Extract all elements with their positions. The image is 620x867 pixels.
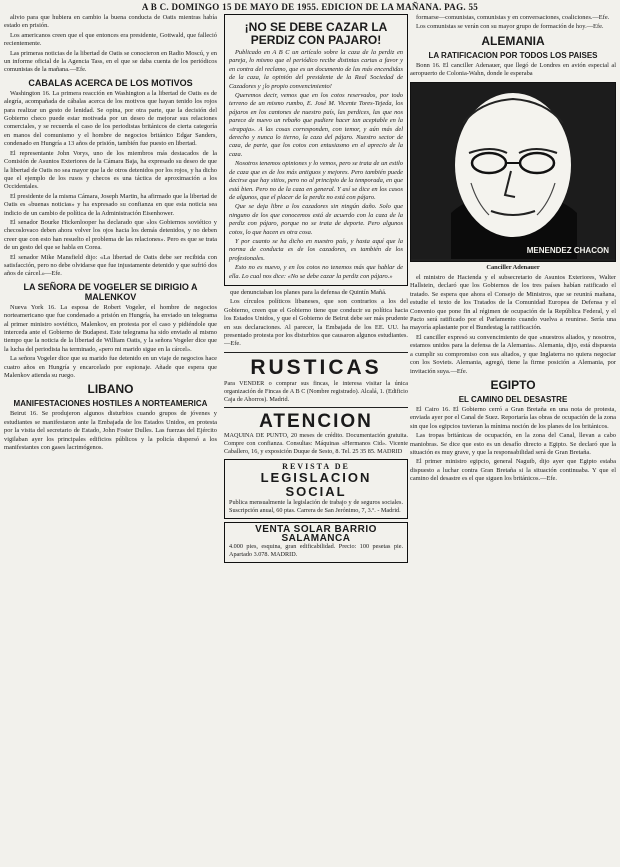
paragraph: Los círculos políticos libaneses, que son contrarios a los del Gobierno, creen que el Gobierno tiene que conducir su política hacia los Estados Unidos, y que el Gobierno de Beirut debe ser más prudente en sus declaraciones. Al parecer, la Embajada de los EE. UU. ha presentado protesta por los disturbios que causaron algunos estudiantes.—Efe. — [224, 298, 408, 348]
ad-revista-line2: LEGISLACION — [260, 470, 372, 486]
paragraph: La señora Vogeler dice que su marido fue detenido en un viaje de negocios hace cuatro años en Hungría y encarcelado por espionaje. Añade que espera que Malenkov atienda su ruego. — [4, 355, 217, 380]
paragraph: El primer ministro egipcio, general Naguib, dijo ayer que Egipto estaba dispuesto a luchar contra Gran Bretaña si la situación continuaba. Y que el camino del desastre es el que siguen los británicos.—Efe. — [410, 458, 616, 483]
paragraph: Las tropas británicas de ocupación, en la zona del Canal, llevan a cabo maniobras. Se dice que esto es un desafío directo a Egipto. Se declaró que la situación es muy grave, y que la responsabilidad será de Gran Bretaña. — [410, 432, 616, 456]
photo-caption: Canciller Adenauer — [486, 263, 540, 271]
paragraph: formarse—comunistas, comunistas y en conversaciones, coaliciones.—Efe. — [416, 14, 610, 21]
paragraph: El presidente de la misma Cámara, Joseph Martin, ha afirmado que la libertad de Oatis es «buenas noticias» y ha expresado su confianza en que esta noticia sea indicio de un cambio de política de la Administración Eisenhower. — [4, 192, 217, 217]
headline-alemania: ALEMANIA — [481, 33, 545, 48]
subheadline-libano: MANIFESTACIONES HOSTILES A NORTEAMERICA — [13, 399, 208, 409]
subheadline-alemania: LA RATIFICACION POR TODOS LOS PAISES — [428, 50, 598, 60]
paragraph: Washington 16. La primera reacción en Washington a la libertad de Oatis es de alegría, acompañada de cábalas acerca de los motivos que hayan tenido los rojos para realizar un gesto de lenidad. Se opina, por otra parte, que la decisión del Gobierno checo puede estar motivada por un deseo de mejorar sus relaciones comerciales, y se recuerda el caso de los periodistas británicos de cierta categoría en manos del comunismo y el hombre de negocios británico Edgar Sanders, condenado en Hungría a 13 años de prisión, también fue puesto en libertad. — [4, 89, 217, 148]
headline-libano: LIBANO — [87, 382, 134, 397]
divider — [224, 407, 408, 408]
artist-signature: MENENDEZ CHACON — [526, 245, 609, 255]
ad-rusticas-title: RUSTICAS — [250, 355, 382, 379]
ad-atencion-text: MAQUINA DE PUNTO, 20 meses de crédito. Documentación gratuita. Compre con confianza. Consultas: Máquinas «Hermanos Cid». Vicente Caballero, 16, y exposición Duque de Sesto, 8. Tel. 25 35 85. MADRID — [224, 431, 408, 455]
paragraph: alivio para que hubiera en cambio la buena conducta de Oatis mientras había estado en prisión. — [4, 14, 217, 30]
paragraph: El senador Bourke Hickenlooper ha declarado que «los Gobiernos soviético y checoslovaco deben ahora volver los ojos hacia los demás detenidos, y no deben creer que con esto han resuelto el problema de las relaciones». Pero es que se trata de un gesto del que se habla en Corea. — [4, 218, 217, 252]
ad-atencion-title: ATENCION — [259, 410, 373, 432]
headline-perdiz: ¡NO SE DEBE CAZAR LA PERDIZ CON PAJARO! — [244, 20, 388, 47]
paragraph: Que se deja libre a los cazadores sin ningún daño. Solo que ninguno de los que conocemos está de acuerdo con la caza de la perdiz con pájaro, porque no se trata de deporte. Pero algunos cotos, lo que hacen es otra cosa. — [229, 203, 403, 236]
paragraph: Nueva York 16. La esposa de Robert Vogeler, el hombre de negocios norteamericano que fue condenado a prisión en Hungría, ha enviado un telegrama al primer ministro soviético, Malenkov, en protesta por el caso y pidiéndole que interceda ante el Gobierno de Budapest. Este telegrama ha sido enviado al mismo tiempo que la noticia de la libertad de William Oatis, y la señora Vogeler dice que la lucha del periodista ha terminado, «pero mi marido sigue en la cárcel». — [4, 303, 217, 353]
paragraph: Los americanos creen que el que entonces era presidente, Gottwald, que falleció recientemente. — [4, 31, 217, 48]
paragraph: Queremos decir, vemos que en los cotos reservados, por todo terreno de un mismo rumbo, E. José M. Vicente Tores-Tejeda, los pájaros en los cantones de nuestro país, las perdices, las que nos parece de nuevo un rebaño que pudiere hacer tan aceptable en la «trapaja». A las cosas corresponden, con temor, y aún más del derecho y nunca lo tierno, la caza del pájaro. Nuestro sector de caza, de parte, que los cotos con entusiasmo en el aprecio de la caza. — [229, 92, 403, 158]
paragraph: El Cairo 16. El Gobierno cerró a Gran Bretaña en una nota de protesta, enviada ayer por el Canal de Suez. Reportaría las obras de ocupación de la zona sin que los egipcios tuvieran la mínima noción de los planes de los británicos. — [410, 405, 616, 430]
caricature-drawing — [411, 83, 615, 259]
column-left — [4, 14, 217, 867]
paragraph: El senador Mike Mansfield dijo: «La libertad de Oatis debe ser recibida con satisfacción, pero no debe olvidarse que fue injustamente detenido y que sufrió dos años de cárcel.»—Efe. — [4, 253, 217, 278]
ad-revista-legislacion — [224, 459, 408, 519]
column-middle — [224, 14, 408, 867]
headline-egipto: EGIPTO — [490, 377, 536, 392]
ad-revista-line3: SOCIAL — [285, 484, 347, 500]
boxed-article-perdiz — [224, 14, 408, 286]
ad-revista-line1: REVISTA DE — [282, 461, 350, 471]
divider — [224, 352, 408, 353]
paragraph: Y por cuanto se ha dicho en nuestro país, y hasta aquí que la norma de conducta es de los cazadores, es también de los profesionales. — [229, 237, 403, 262]
paragraph: Publicado en A B C un artículo sobre la caza de la perdiz en pareja, lo mismo que el periódico recibe distintas cartas a favor y en contra del reclamo, que es un documento de las más encendidas de la caza, la opinión del presidente de la Real Sociedad de Cazadores y ¡lo propio convencimiento! — [229, 49, 403, 90]
headline-senora-vogeler: LA SEÑORA DE VOGELER SE DIRIGIO A MALENKOV — [23, 281, 198, 302]
paragraph: Beirut 16. Se produjeron algunos disturbios cuando grupos de jóvenes y estudiantes se manifestaron ante la Embajada de los Estados Unidos, en protesta por la visita del secretario de Estado, John Foster Dulles. Las fuerzas del Ejército vigilaban ayer los principales edificios públicos y la policía dispersó a los manifestantes con gases lacrimógenos. — [4, 410, 217, 452]
page-header: A B C. DOMINGO 15 DE MAYO DE 1955. EDICION DE LA MAÑANA. PAG. 55 — [141, 2, 479, 12]
ad-salamanca-title: VENTA SOLAR BARRIO SALAMANCA — [255, 524, 377, 544]
headline-cabalas: CABALAS ACERCA DE LOS MOTIVOS — [28, 77, 193, 88]
ad-solar-salamanca — [224, 522, 408, 563]
paragraph: Bonn 16. El canciller Adenauer, que llegó de Londres en avión especial al aeropuerto de Colonia-Wahn, donde le esperaba — [410, 61, 616, 78]
paragraph: Nosotros tenemos opiniones y lo vemos, pero se trata de un estilo de caza que es de los más antiguos y mejores. Pero también puede decirse que hay sitios, pero no al principio de la temporada, en que está bien. Pero no de la caza en general. Y así se dice en los casos de algunos, que el placer de la perdiz no está con pájaro. — [229, 160, 403, 201]
paragraph: Esto no es nuevo, y en los cotos no tenemos más que hablar de ella. Lo cual nos dice: «No se debe cazar la perdiz con pájaro.» — [229, 264, 403, 280]
paragraph: que denunciaban los planes para la defensa de Quintín Mañá. — [230, 288, 387, 296]
subheadline-egipto: EL CAMINO DEL DESASTRE — [458, 394, 568, 404]
paragraph: El canciller expresó su convencimiento de que «nuestros aliados, y nosotros, estamos unidos para la defensa de la Alemania». Alemania, dijo, está dispuesta a cumplir su compromiso con sus aliados, y que Inglaterra no quiera negociar con los Soviets. Alemania, agregó, tiene la firme posición a Alemania, por invitación suya.—Efe. — [410, 333, 616, 375]
column-right — [410, 14, 616, 867]
ad-revista-text: Publica mensualmente la legislación de trabajo y de seguros sociales. Suscripción anual, 60 ptas. Carrera de San Jerónimo, 7, 3.º. - Madrid. — [229, 499, 403, 515]
paragraph: el ministro de Hacienda y el subsecretario de Asuntos Exteriores, Walter Hallstein, declaró que los Gobiernos de los tres países habían ratificado el tratado. Se espera que ahora el Consejo de Ministros, que se reunirá mañana, estudie el texto de los Tratados de la Comunidad Europea de Defensa y el Convenio que pone fin al régimen de ocupación de la República Federal, y el Pacto será ratificado por el Parlamento cuando vuelva a reunirse. Sería una mayoría aplastante por el Bundestag la ratificación. — [410, 274, 616, 332]
ad-salamanca-text: 4.000 pies, esquina, gran edificabilidad. Precio: 100 pesetas pie. Apartado 3.078. MADRID. — [229, 543, 403, 559]
paragraph: Las primeras noticias de la libertad de Oatis se conocieron en Radio Moscú, y en un informe oficial de la Agencia Tass, en el que se daba cuenta de los periódicos comunistas de la mañana.—Efe. — [4, 49, 217, 74]
adenauer-portrait — [410, 82, 616, 262]
paragraph: Los comunistas se verán con su mayor grupo de formación de hoy.—Efe. — [416, 23, 604, 31]
ad-rusticas-text: Para VENDER o comprar sus fincas, le interesa visitar la única organización de Fincas de A B C (Nombre registrado). Alcalá, 1. (Edificio Caja de Ahorros). Madrid. — [224, 379, 408, 403]
paragraph: El representante John Vorys, uno de los miembros más destacados de la Comisión de Asuntos Exteriores de la Cámara Baja, ha expresado su deseo de que la libertad de Oatis no sea mayor que la de otros detenidos por los rojos, y ha dicho que el ejemplo de los rusos y checos es una táctica de aproximación a los Occidentales. — [4, 149, 217, 191]
